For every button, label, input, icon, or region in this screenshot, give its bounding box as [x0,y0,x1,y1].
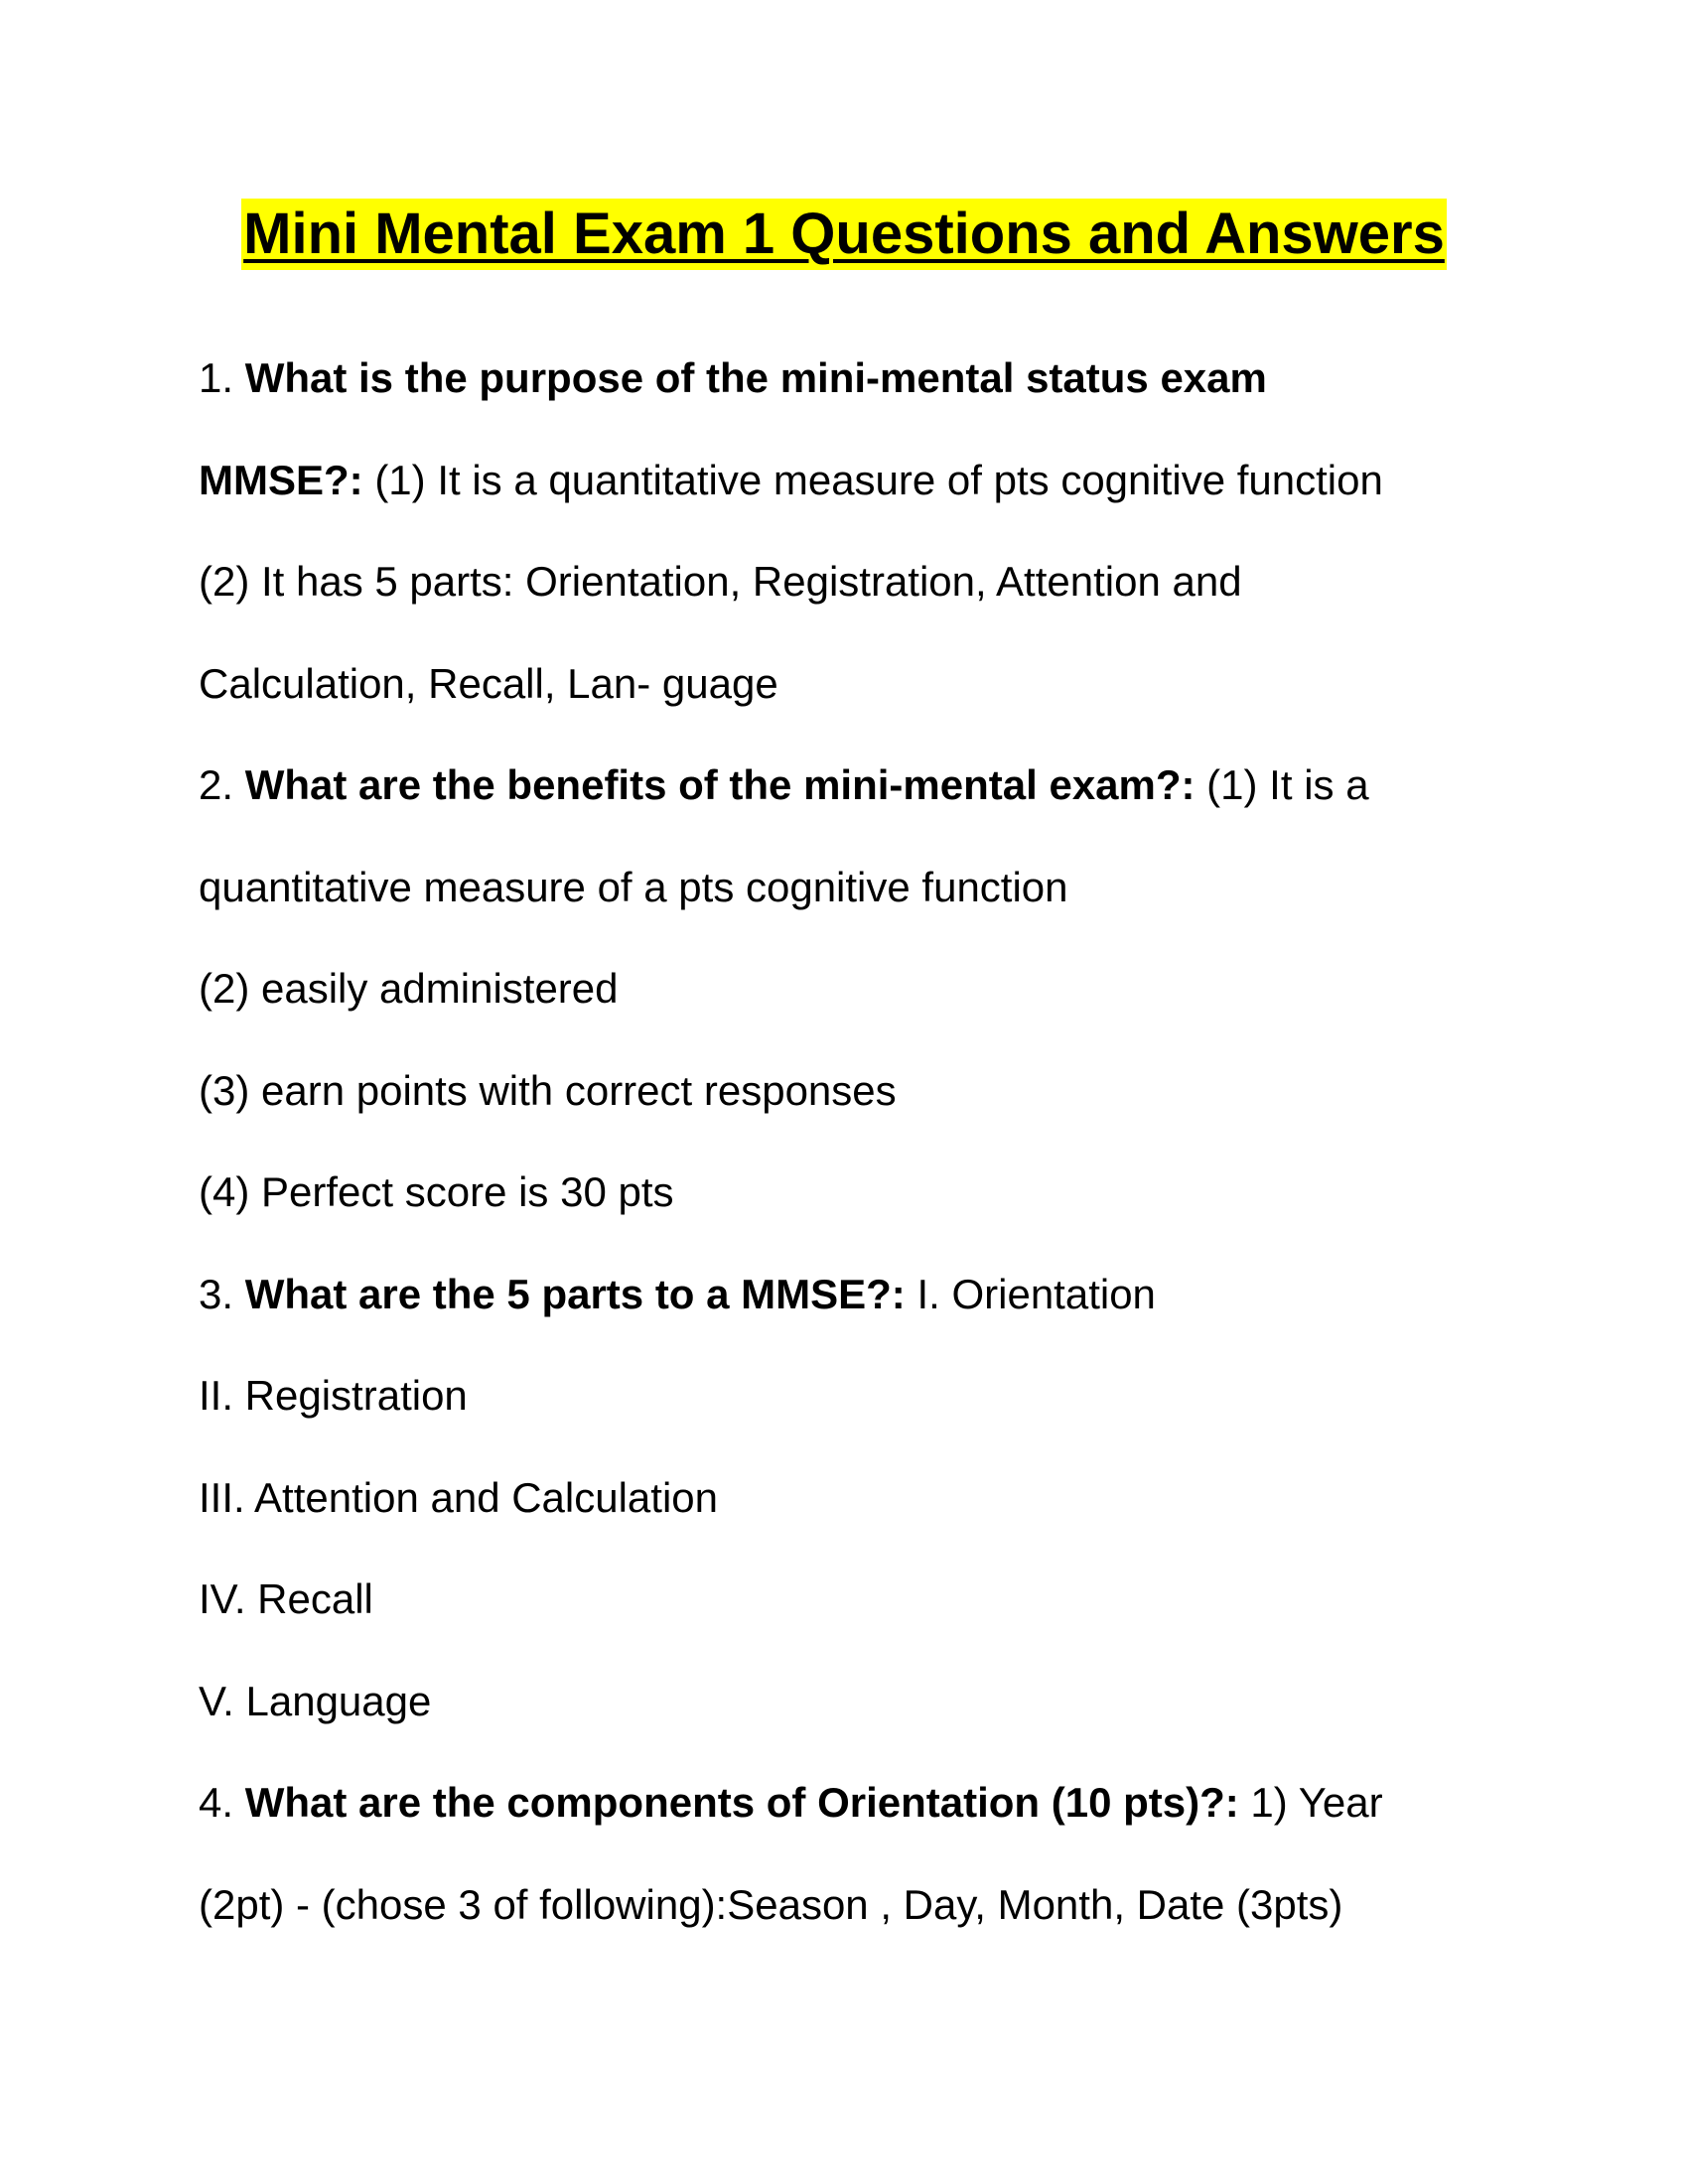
question-1-line-2 [199,430,1489,532]
question-number: 3. [199,1270,245,1317]
question-4-line-1 [199,1752,1489,1854]
question-3-line-4 [199,1549,1489,1651]
title-container [0,199,1688,270]
answer-text: (2pt) - (chose 3 of following):Season , Day, Month, Date (3pts) [199,1880,1343,1928]
question-text: What are the benefits of the mini-mental exam?: [244,761,1196,808]
answer-text: (1) It is a [1195,761,1369,808]
answer-text: II. Registration [199,1372,468,1419]
answer-text: (1) It is a quantitative measure of pts cognitive function [362,456,1383,503]
question-3-line-5 [199,1651,1489,1753]
question-4-line-2 [199,1854,1489,1957]
question-number: 4. [199,1779,245,1826]
answer-text: Calculation, Recall, Lan- guage [199,659,778,707]
question-2-line-3 [199,938,1489,1040]
answer-text: (3) earn points with correct responses [199,1066,897,1114]
answer-text: (2) easily administered [199,965,619,1012]
document-body [199,328,1489,1956]
question-text: MMSE?: [199,456,363,503]
question-text: What is the purpose of the mini-mental status exam [244,354,1267,401]
answer-text: (2) It has 5 parts: Orientation, Registration, Attention and [199,558,1242,605]
answer-text: 1) Year [1238,1779,1383,1826]
question-text: What are the components of Orientation (10 pts)?: [244,1779,1239,1826]
question-2-line-2 [199,837,1489,939]
question-2-line-1 [199,735,1489,837]
question-3-line-1 [199,1244,1489,1346]
answer-text: III. Attention and Calculation [199,1473,719,1521]
question-1-line-4 [199,633,1489,736]
question-number: 1. [199,354,245,401]
answer-text: (4) Perfect score is 30 pts [199,1168,674,1215]
document-title: Mini Mental Exam 1 Questions and Answers [241,199,1447,270]
question-1-line-3 [199,531,1489,633]
answer-text: IV. Recall [199,1575,373,1622]
answer-text: quantitative measure of a pts cognitive function [199,863,1068,910]
question-3-line-3 [199,1447,1489,1550]
question-2-line-4 [199,1040,1489,1143]
question-1-line-1 [199,328,1489,430]
answer-text: I. Orientation [905,1270,1156,1317]
question-2-line-5 [199,1142,1489,1244]
question-3-line-2 [199,1345,1489,1447]
answer-text: V. Language [199,1677,432,1724]
question-text: What are the 5 parts to a MMSE?: [244,1270,906,1317]
question-number: 2. [199,761,245,808]
